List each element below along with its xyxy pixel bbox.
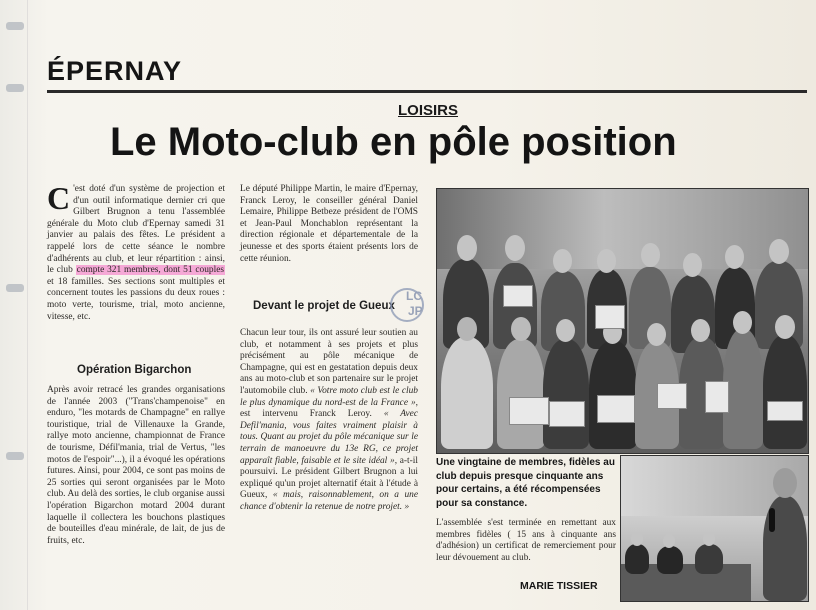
punch-hole-icon bbox=[6, 22, 24, 30]
punch-hole-icon bbox=[6, 284, 24, 292]
quote-retenue: « mais, raisonnablement, on a une chance d'obtenir la retenue de notre projet. » bbox=[240, 490, 419, 512]
group-photo bbox=[436, 188, 809, 454]
stamp-text-top: LC bbox=[406, 289, 422, 303]
section-title: ÉPERNAY bbox=[47, 56, 183, 86]
highlighted-text: compte 321 membres, dont 51 couples bbox=[76, 265, 225, 276]
paragraph-tail: et 18 familles. Ses sections sont multiples et concernent toutes les passions du deux roues : moto verte, tourisme, trial, moto ancienne, vitesse, etc. bbox=[47, 276, 225, 322]
section-rule bbox=[47, 90, 807, 93]
quote-dynamic-club: « Votre moto club est le club le plus dynamique du nord-est de la France » bbox=[240, 385, 418, 408]
quote-defilmania: « Avec Defil'mania, vous faites vraiment plaisir à tous. Quant au projet du pôle mécanique sur le terrain de manoeuvre du 13e RG, ce projet apparaît fiable, faisable et le site idéal » bbox=[240, 409, 418, 466]
paragraph-officials: Le député Philippe Martin, le maire d'Epernay, Franck Leroy, le conseiller général Daniel Lemaire, Philippe Betbeze président de l'OMS et Jean-Paul Monchablon représentant la direction régionale et départementale de la jeunesse et des sports étaient présents lors de cette réunion. bbox=[240, 184, 418, 264]
paragraph-support: Chacun leur tour, ils ont assuré leur soutien au club, et notamment à ses projets et plus précisément au pôle mécanique de Champagne, qui est en gestatation depuis deux ans au moto-club et son partenaire sur le projet l'automobile club. bbox=[240, 328, 418, 396]
lcjp-stamp bbox=[384, 287, 432, 323]
paragraph-attribution: , est intervenu Franck Leroy. bbox=[240, 397, 418, 420]
punch-hole-icon bbox=[6, 452, 24, 460]
paragraph-closing: L'assemblée s'est terminée en remettant aux membres fidèles ( 15 ans à cinquante ans d'adhésion) un certificat de remerciement pour leur dévouement au club. bbox=[436, 518, 616, 563]
article-column-2 bbox=[240, 184, 418, 265]
punch-hole-icon bbox=[6, 84, 24, 92]
headline: Le Moto-club en pôle position bbox=[110, 120, 677, 164]
subheading-bigarchon: Opération Bigarchon bbox=[77, 364, 192, 376]
photo-caption: Une vingtaine de membres, fidèles au club depuis presque cinquante ans pour certains, a été récompensées pour sa constance. bbox=[436, 457, 615, 509]
paragraph-lead: 'est doté d'un système de projection et d'un outil informatique dernier cri que Gilbert Brugnon a tenu l'assemblée générale du Moto club d'Epernay samedi 31 janvier au palais des fêtes. Le président a rappelé lors de cette séance le nombre d'adhérents au club, et leur répartition : ainsi, le club bbox=[47, 184, 225, 276]
paragraph-operations: Après avoir retracé les grandes organisations de l'année 2003 ("Trans'champenoise" en enduro, "les motards de Champagne" en rallye touristique, trial de Villenauxe la Grande, rallye moto ancienne, championnat de France de tourisme, Défil'mania, trial de Vertus, "les motos de l'espoir"...), il a évoqué les opérations futures. Ainsi, pour 2004, ce sont pas moins de 25 sorties qui seront organisées par le Moto club. Au delà des sorties, le club organise aussi l'opération Bigarchon motard 2004 durant laquelle il collectera les bouchons plastiques de bouteilles d'eau minérale, de lait, de jus de fruits, etc. bbox=[47, 385, 225, 546]
byline: MARIE TISSIER bbox=[520, 580, 598, 592]
article-column-2-continued bbox=[240, 328, 418, 514]
stamp-text-bottom: JP bbox=[408, 304, 423, 318]
article-column-1-continued bbox=[47, 385, 225, 547]
margin-line bbox=[27, 0, 28, 610]
subheading-gueux: Devant le projet de Gueux bbox=[253, 300, 395, 312]
article-column-1 bbox=[47, 180, 225, 323]
kicker: LOISIRS bbox=[398, 102, 459, 119]
assembly-photo bbox=[620, 455, 809, 602]
drop-cap: C bbox=[47, 180, 71, 216]
paragraph-gueux: , a-t-il poursuivi. Le président Gilbert Brugnon a lui expliqué qu'un projet alternatif était à l'étude à Gueux, bbox=[240, 455, 418, 501]
